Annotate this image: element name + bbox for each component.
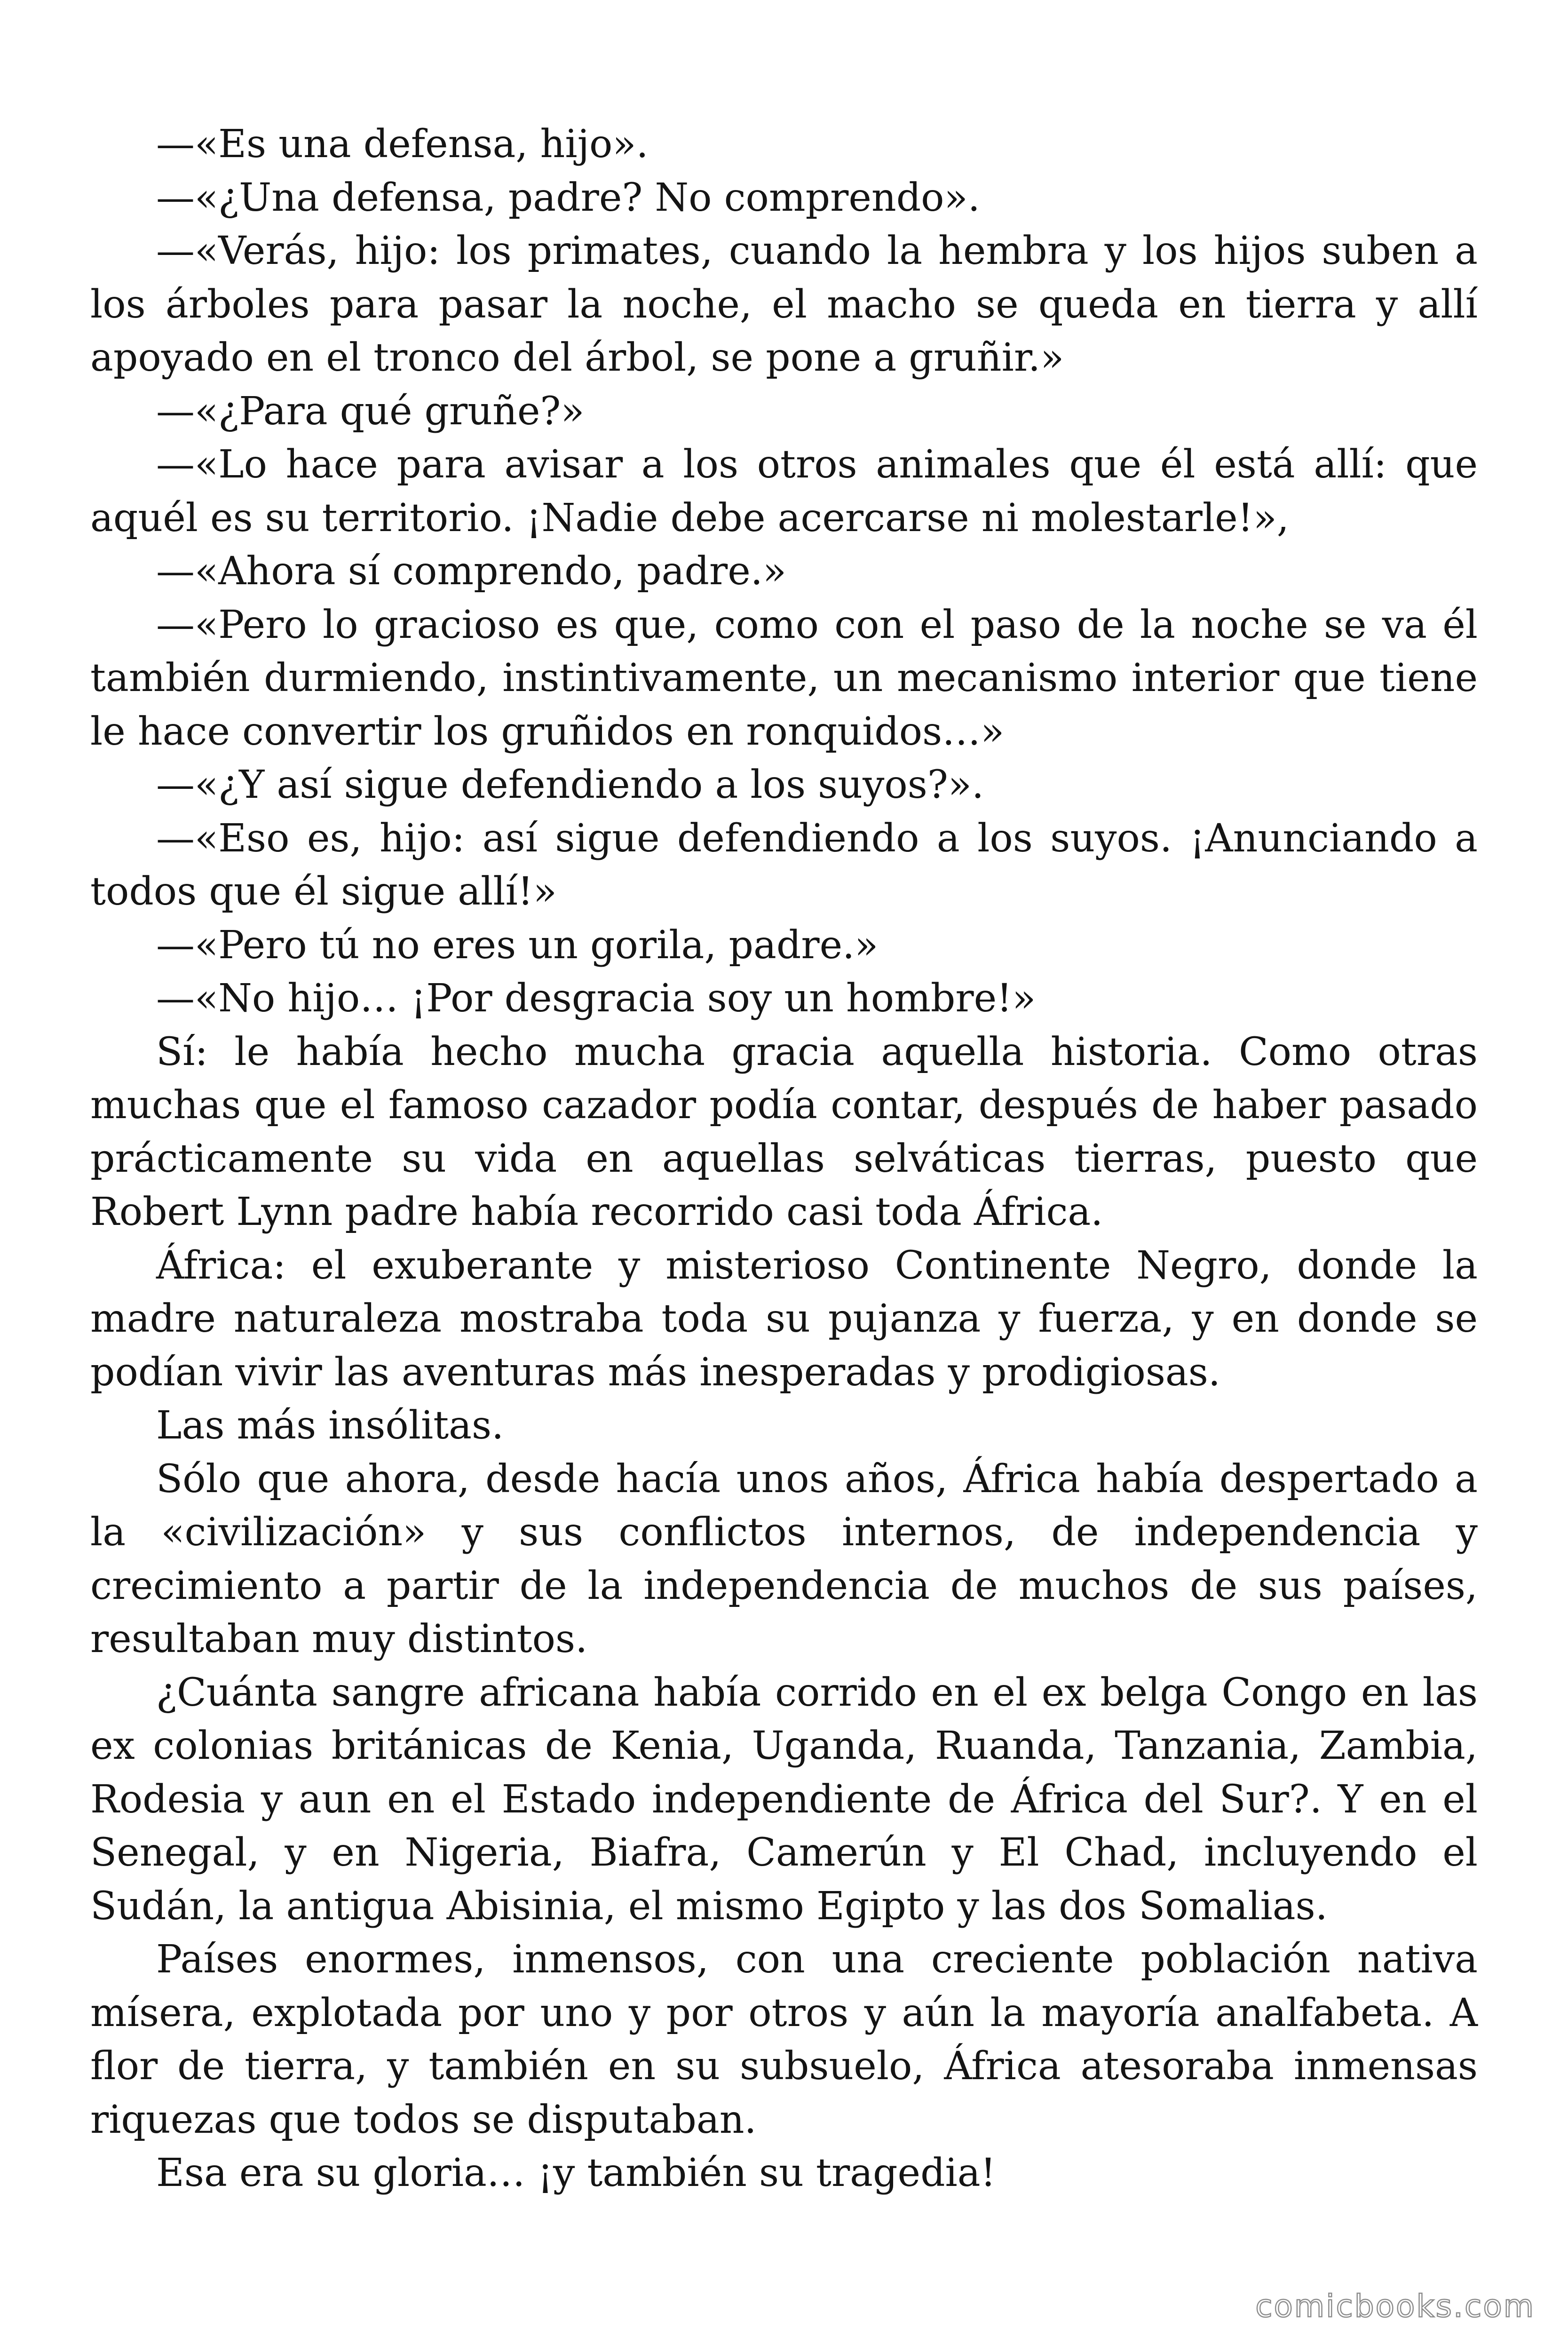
paragraph: Sí: le había hecho mucha gracia aquella historia. Como otras muchas que el famoso cazador podía contar, después de haber pasado prácticamente su vida en aquellas selváticas tierras, puesto que Robert Lynn padre había recorrido casi toda África. [90,1029,1478,1234]
paragraph: ¿Cuánta sangre africana había corrido en el ex belga Congo en las ex colonias británicas de Kenia, Uganda, Ruanda, Tanzania, Zambia, Rodesia y aun en el Estado independiente de África del Sur?. Y en el Senegal, y en Nigeria, Biafra, Camerún y El Chad, incluyendo el Sudán, la antigua Abisinia, el mismo Egipto y las dos Somalias. [90,1670,1478,1929]
paragraph: Esa era su gloria… ¡y también su tragedia! [156,2151,996,2195]
paragraph: —«Pero tú no eres un gorila, padre.» [156,922,879,968]
book-page-text [90,118,1478,2200]
paragraph: —«Verás, hijo: los primates, cuando la hembra y los hijos suben a los árboles para pasar la noche, el macho se queda en tierra y allí apoyado en el tronco del árbol, se pone a gruñir.» [90,229,1478,380]
paragraph: —«Eso es, hijo: así sigue defendiendo a los suyos. ¡Anunciando a todos que él sigue allí!» [90,816,1478,914]
paragraph: África: el exuberante y misterioso Continente Negro, donde la madre naturaleza mostraba toda su pujanza y fuerza, y en donde se podían vivir las aventuras más inesperadas y prodigiosas. [90,1243,1478,1395]
paragraph: —«Pero lo gracioso es que, como con el paso de la noche se va él también durmiendo, instintivamente, un mecanismo interior que tiene le hace convertir los gruñidos en ronquidos…» [90,602,1478,754]
paragraph: —«¿Y así sigue defendiendo a los suyos?». [156,763,984,807]
paragraph: —«Es una defensa, hijo». [156,122,649,167]
paragraph: Países enormes, inmensos, con una creciente población nativa mísera, explotada por uno y por otros y aún la mayoría analfabeta. A flor de tierra, y también en su subsuelo, África atesoraba inmensas riquezas que todos se disputaban. [90,1937,1478,2142]
paragraph: —«¿Una defensa, padre? No comprendo». [156,175,980,220]
watermark-logo: comicbooks.com [1255,2288,1535,2324]
paragraph: —«Lo hace para avisar a los otros animales que él está allí: que aquél es su territorio. ¡Nadie debe acercarse ni molestarle!», [90,442,1478,540]
paragraph: —«¿Para qué gruñe?» [156,389,585,434]
paragraph: Las más insólitas. [156,1403,504,1448]
paragraph: Sólo que ahora, desde hacía unos años, África había despertado a la «civilización» y sus conflictos internos, de independencia y crecimiento a partir de la independencia de muchos de sus países, resultaban muy distintos. [90,1456,1478,1661]
paragraph: —«Ahora sí comprendo, padre.» [156,549,786,594]
paragraph: —«No hijo… ¡Por desgracia soy un hombre!» [156,976,1036,1021]
